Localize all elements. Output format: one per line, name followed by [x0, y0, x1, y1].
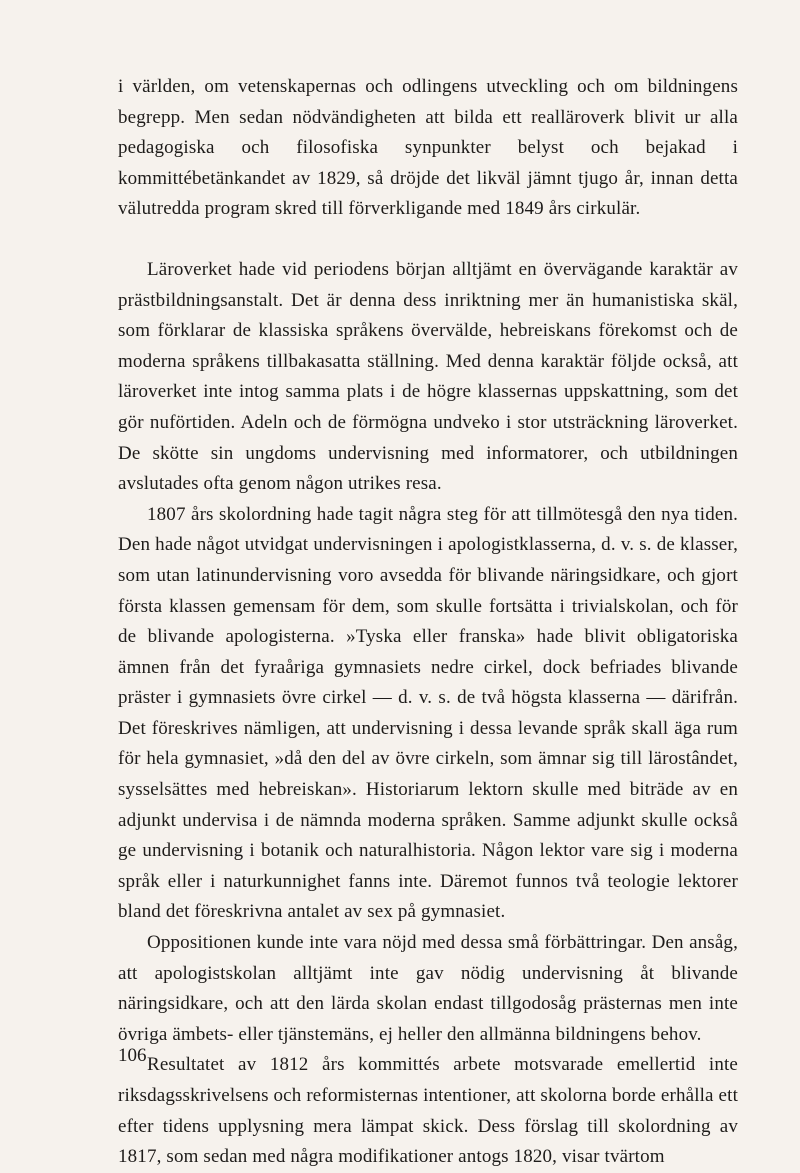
- paragraph-oppositionen: Oppositionen kunde inte vara nöjd med dessa små förbättringar. Den ansåg, att apologistskolan alltjämt inte gav nödig undervisning åt blivande näringsidkare, och att den lärda skolan endast tillgodosåg prästernas men inte övriga ämbets- eller tjänstemäns, ej heller den allmänna bildningens behov.: [118, 932, 738, 1045]
- page-number: 106: [118, 1045, 147, 1066]
- body-text: [118, 72, 738, 1173]
- paragraph-resultatet: Resultatet av 1812 års kommittés arbete motsvarade emellertid inte riksdagsskrivelsens och reformisternas intentioner, att skolorna borde erhålla ett efter tidens upplysning mera lämpat skick. Dess förslag till skolordning av 1817, som sedan med några modifikationer antogs 1820, visar tvärtom: [118, 1054, 738, 1168]
- paragraph-1807-skolordning: 1807 års skolordning hade tagit några steg för att tillmötesgå den nya tiden. Den hade något utvidgat undervisningen i apologistklasserna, d. v. s. de klasser, som utan latinundervisning voro avsedda för blivande näringsidkare, och gjort första klassen gemensam för dem, som skulle fortsätta i trivialskolan, och för de blivande apologisterna. »Tyska eller franska» hade blivit obligatoriska ämnen från det fyraåriga gymnasiets nedre cirkel, dock befriades blivande präster i gymnasiets övre cirkel — d. v. s. de två högsta klasserna — därifrån. Det föreskrives nämligen, att undervisning i dessa levande språk skall äga rum för hela gymnasiet, »då den del av övre cirkeln, som ämnar sig till lärostândet, sysselsättes med hebreiskan». Historiarum lektorn skulle med biträde av en adjunkt undervisa i de nämnda moderna språken. Samme adjunkt skulle också ge undervisning i botanik och naturalhistoria. Någon lektor vare sig i moderna språk eller i naturkunnighet fanns inte. Däremot funnos två teologie lektorer bland det föreskrivna antalet av sex på gymnasiet.: [118, 503, 738, 923]
- paragraph-continuation: i världen, om vetenskapernas och odlingens utveckling och om bildningens begrepp. Men sedan nödvändigheten att bilda ett realläroverk blivit ur alla pedagogiska och filosofiska synpunkter belyst och bejakad i kommittébetänkandet av 1829, så dröjde det likväl jämnt tjugo år, innan detta välutredda program skred till förverkligande med 1849 års cirkulär.: [118, 76, 738, 220]
- paragraph-laroverket: Läroverket hade vid periodens början alltjämt en övervägande karaktär av prästbildningsanstalt. Det är denna dess inriktning mer än humanistiska skäl, som förklarar de klassiska språkens övervälde, hebreiskans förekomst och de moderna språkens tillbakasatta ställning. Med denna karaktär följde också, att läroverket inte intog samma plats i de högre klassernas uppskattning, som det gör nuförtiden. Adeln och de förmögna undveko i stor utsträckning läroverket. De skötte sin ungdoms undervisning med informatorer, och utbildningen avslutades ofta genom någon utrikes resa.: [118, 258, 738, 495]
